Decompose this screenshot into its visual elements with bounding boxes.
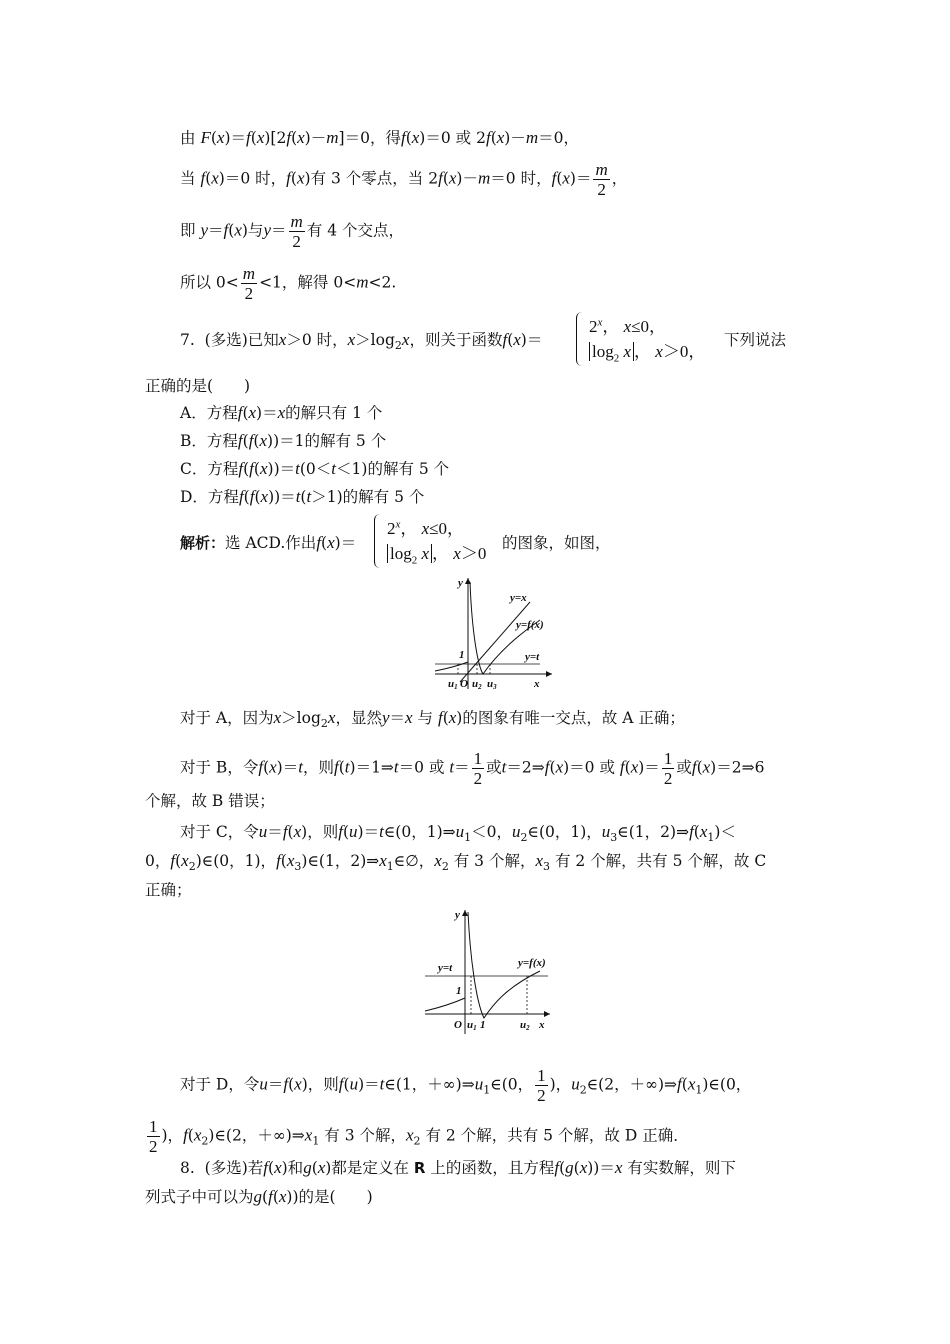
part-b-cont: 个解，故 B 错误； (145, 792, 275, 810)
question-8-cont: 列式子中可以为g(f(x))的是( ) (145, 1187, 373, 1206)
g1-yx-label: y=x (510, 592, 527, 604)
line-zeros: 当 f(x)＝0 时，f(x)有 3 个零点，当 2f(x)－m＝0 时，f(x)＝ $\frac{m}{2}$ ， (180, 160, 628, 199)
g1-yt-label: y=t (525, 651, 540, 663)
line-F-def: 由 F(x)＝f(x)[2f(x)－m]＝0，得f(x)＝0 或 2f(x)－m＝0， (180, 128, 580, 147)
g1-yfx-label: y=f(x) (516, 619, 544, 631)
svg-text:u2: u2 (520, 1019, 530, 1032)
g1-origin-label: O (460, 678, 468, 690)
g1-x-label: x (534, 678, 540, 690)
svg-text:u1: u1 (467, 1019, 477, 1032)
part-c-2: 0，$f(x_2)\in(0$，1)，$f(x_3)\in(1$，$2)\Rightarrow x_1\in\emptyset$，$x_2$ 有 3 个解，$x_3$ 有 2 个解，共有 5 个解，故 C (145, 851, 767, 874)
part-b: 对于 B，令f(x)＝t，则f(t)＝1⇒t＝0 或 t＝ $\frac{1}{2}$ 或t＝2⇒f(x)＝0 或 f(x)＝ $\frac{1}{2}$ 或f(x)＝2⇒6 (180, 749, 765, 788)
g1-y-label: y (458, 577, 463, 589)
graph-2 (420, 906, 555, 1036)
q7-piecewise: 2$^x$， x≤0， $\log_2 x$ ， x＞0， (576, 312, 705, 366)
part-c: 对于 C，令u＝f(x)，则f(u)＝t∈(0，$1)\Rightarrow u_1<0$，$u_2\in(0$，1)，$u_3\in(1$，$2)\Rightarrow f(x_1)<$ (180, 822, 736, 845)
g1-one-label: 1 (459, 649, 465, 661)
svg-text:u1: u1 (448, 678, 458, 691)
g2-x-label: x (539, 1019, 545, 1031)
g2-yt-label: y=t (438, 962, 453, 974)
q7-tail: 下列说法 (724, 331, 787, 349)
option-c: C．方程f(f(x))＝t(0＜t＜1)的解有 5 个 (180, 459, 450, 478)
option-d: D．方程f(f(x))＝t(t＞1)的解有 5 个 (180, 487, 425, 506)
part-a: 对于 A，因为$x>\log_2x$，显然y＝x 与 f(x)的图象有唯一交点，故 A 正确； (180, 708, 685, 731)
g2-one-x-label: 1 (480, 1019, 486, 1031)
g2-origin-label: O (454, 1019, 462, 1031)
question-8-stem: 8. (多选)若f(x)和g(x)都是定义在 R 上的函数，且方程f(g(x))＝x 有实数解，则下 (180, 1158, 736, 1177)
sol-tail: 的图象，如图， (502, 534, 611, 552)
part-d-2: $\frac{1}{2}$ )，$f(x_2)\in(2$，$+\infty)\Rightarrow x_1$ 有 3 个解，$x_2$ 有 2 个解，共有 5 个解，故 D 正确． (149, 1117, 689, 1156)
svg-text:u2: u2 (472, 678, 482, 691)
g2-one-label: 1 (456, 985, 462, 997)
graph-1 (430, 574, 555, 692)
g2-yfx-label: y=f(x) (518, 957, 546, 969)
line-intersections: 即 y＝f(x)与y＝ $\frac{m}{2}$ 有 4 个交点， (180, 212, 404, 251)
sol-piecewise: 2$^x$， x≤0， $\log_2 x$ ， x＞0 (374, 514, 486, 568)
question-7-stem: 7. (多选)已知x＞0 时，$x>\log_2x$，则关于函数f(x)＝ (180, 330, 543, 353)
option-b: B．方程f(f(x))＝1的解有 5 个 (180, 431, 387, 450)
g2-y-label: y (455, 909, 460, 921)
part-d: 对于 D，令u＝f(x)，则f(u)＝t∈(1，$+\infty)\Rightarrow u_1\in(0$， $\frac{1}{2}$ )，$u_2\in(2$，$+\infty)\Rightarrow f(x_1)\in(0$， (180, 1066, 752, 1105)
part-c-3: 正确； (145, 881, 192, 899)
solution-intro: 解析：选 ACD.作出f(x)＝ (180, 533, 357, 552)
option-a: A．方程f(x)＝x的解只有 1 个 (180, 403, 383, 422)
svg-text:u3: u3 (487, 678, 497, 691)
q7-cont: 正确的是( ) (145, 377, 251, 395)
line-conclusion: 所以 0< $\frac{m}{2}$ <1，解得 0<m<2. (180, 264, 397, 303)
